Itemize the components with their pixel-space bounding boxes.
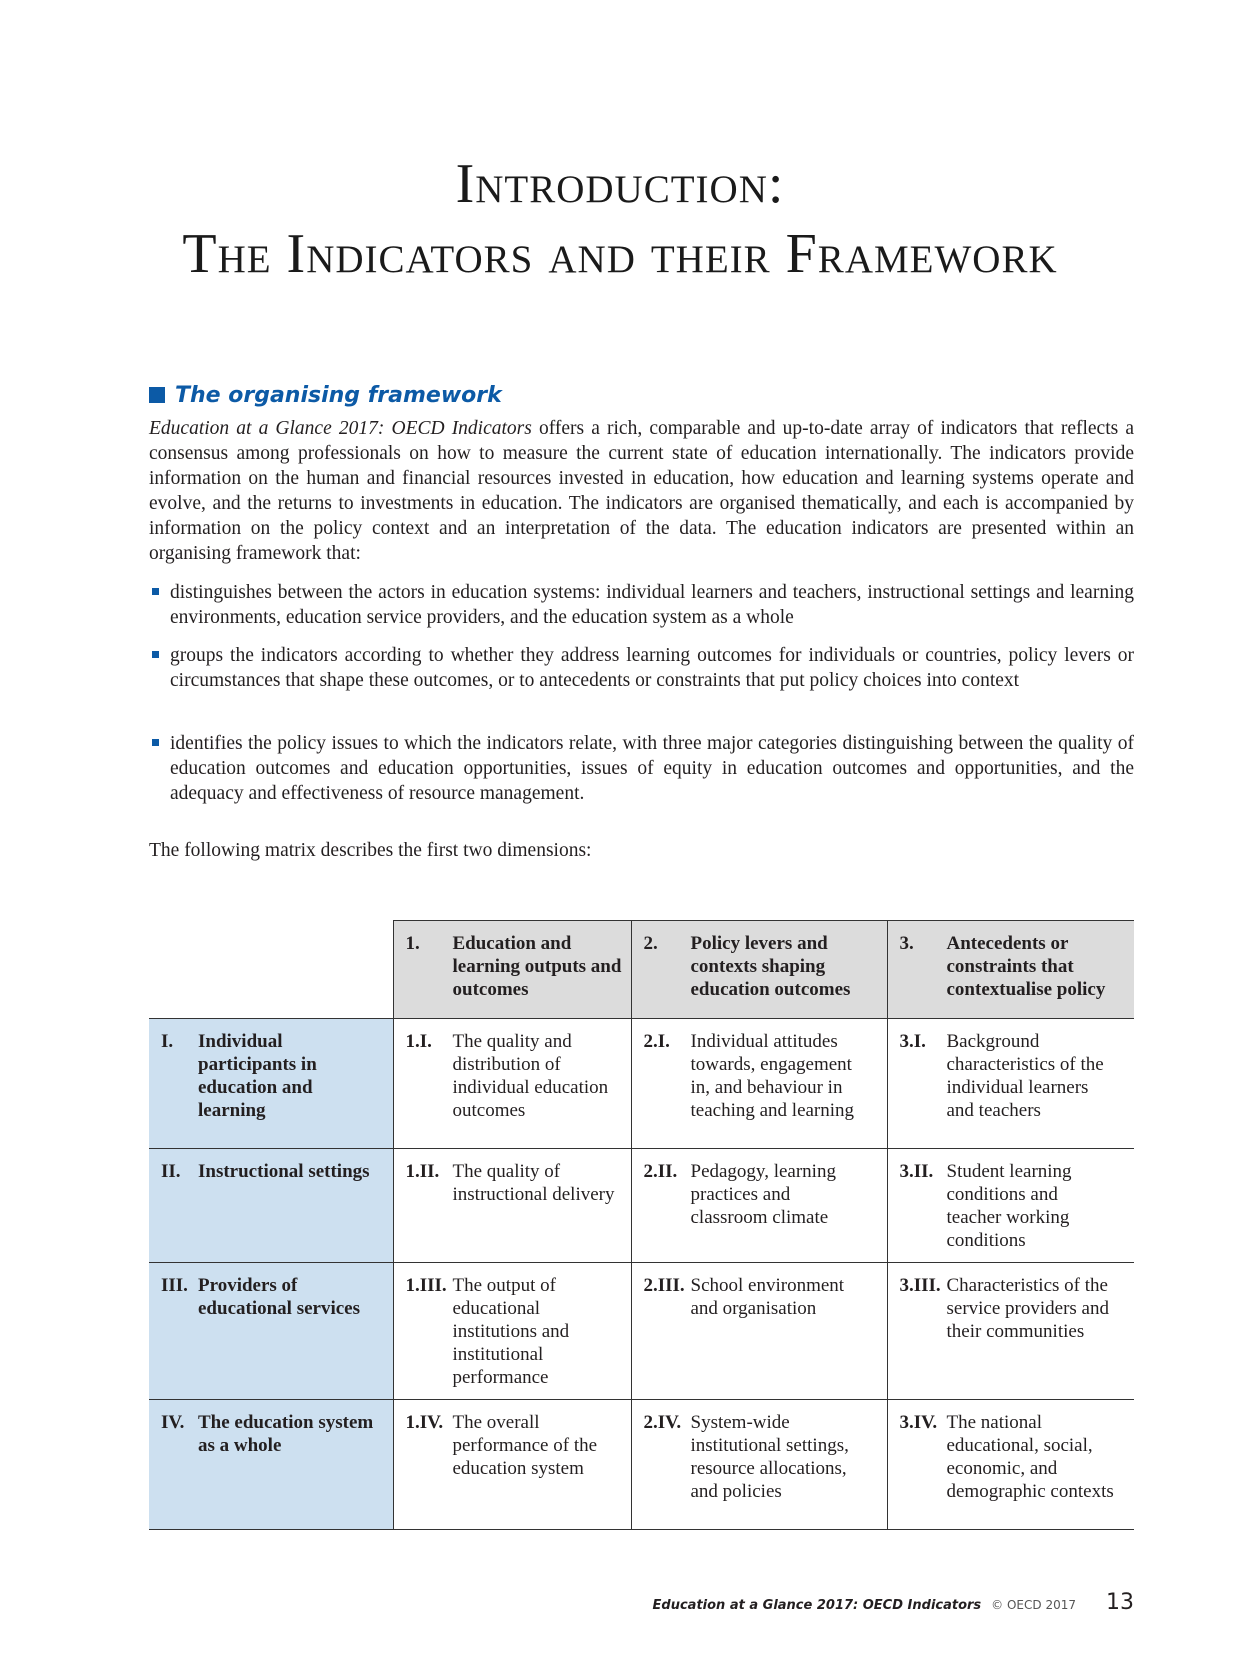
cell-text: The quality and distribution of individual education outcomes (452, 1031, 609, 1121)
page-title-line1: Introduction: (455, 153, 785, 215)
heading-square-icon (149, 387, 165, 403)
cell-code: 1.II. (405, 1161, 440, 1182)
bullet-square-icon (152, 588, 159, 595)
row-label: Instructional settings (198, 1161, 370, 1182)
matrix-cell (393, 1400, 631, 1530)
bullet-text: identifies the policy issues to which the indicators relate, with three major categories distinguishing between the quality of education outcomes and education opportunities, issues of equity in education outcomes and opportunities, and the adequacy and effectiveness of resource management. (170, 733, 1134, 804)
cell-code: 1.I. (405, 1031, 432, 1052)
intro-text: offers a rich, comparable and up-to-date array of indicators that reflects a consensus among professionals on how to measure the current state of education internationally. The indicators provide information on the human and financial resources invested in education, how education and learning systems operate and evolve, and the returns to investments in education. The indicators are organised thematically, and each is accompanied by information on the policy context and an interpretation of the data. The education indicators are presented within an organising framework that: (149, 418, 1134, 564)
section-heading (149, 380, 502, 410)
column-label: Education and learning outputs and outcomes (452, 933, 622, 1000)
cell-text: The output of educational institutions and institutional performance (452, 1275, 570, 1388)
cell-text: Student learning conditions and teacher working conditions (946, 1161, 1072, 1251)
page-title-line2: The Indicators and their Framework (182, 223, 1058, 285)
page-footer (653, 1590, 1134, 1615)
cell-code: 2.II. (643, 1161, 678, 1182)
section-heading-text: The organising framework (175, 382, 502, 408)
bullet-item (170, 643, 1134, 693)
bullet-text: distinguishes between the actors in education systems: individual learners and teachers, instructional settings and learning environments, education service providers, and the education system as a whole (170, 582, 1134, 628)
matrix-cell (887, 1149, 1134, 1263)
footer-publication: Education at a Glance 2017: OECD Indicators (652, 1598, 982, 1613)
matrix-row (149, 1019, 1134, 1149)
framework-matrix (149, 920, 1134, 1530)
matrix-corner (149, 921, 393, 1019)
column-header (393, 921, 631, 1019)
cell-code: 3.II. (899, 1161, 934, 1182)
matrix-cell (631, 1149, 887, 1263)
column-number: 2. (643, 933, 658, 954)
cell-code: 3.I. (899, 1031, 926, 1052)
matrix-cell (887, 1019, 1134, 1149)
cell-code: 2.III. (643, 1275, 685, 1296)
column-number: 1. (405, 933, 420, 954)
cell-text: Pedagogy, learning practices and classroom climate (690, 1161, 836, 1228)
matrix-row (149, 1149, 1134, 1263)
cell-text: The national educational, social, economic, and demographic contexts (946, 1412, 1114, 1502)
cell-text: Individual attitudes towards, engagement in, and behaviour in teaching and learning (690, 1031, 855, 1121)
cell-text: The quality of instructional delivery (452, 1161, 615, 1205)
row-label: The education system as a whole (198, 1412, 374, 1456)
row-number: I. (161, 1031, 174, 1052)
matrix-intro: The following matrix describes the first two dimensions: (149, 840, 592, 861)
matrix-header-row (149, 921, 1134, 1019)
row-number: II. (161, 1161, 181, 1182)
row-label: Individual participants in education and learning (198, 1031, 317, 1121)
cell-text: The overall performance of the education system (452, 1412, 598, 1479)
matrix-cell (887, 1400, 1134, 1530)
page-number: 13 (1106, 1590, 1134, 1615)
column-label: Antecedents or constraints that contextualise policy (946, 933, 1106, 1000)
row-number: IV. (161, 1412, 185, 1433)
row-number: III. (161, 1275, 188, 1296)
column-header (887, 921, 1134, 1019)
matrix-cell (631, 1263, 887, 1400)
column-header (631, 921, 887, 1019)
cell-code: 3.III. (899, 1275, 941, 1296)
bullet-item (170, 731, 1134, 806)
row-header (149, 1400, 393, 1530)
matrix-cell (631, 1019, 887, 1149)
bullet-text: groups the indicators according to whether they address learning outcomes for individuals or countries, policy levers or circumstances that shape these outcomes, or to antecedents or constraints that put policy choices into context (170, 645, 1134, 691)
cell-code: 1.III. (405, 1275, 447, 1296)
matrix-cell (393, 1149, 631, 1263)
row-header (149, 1149, 393, 1263)
cell-code: 3.IV. (899, 1412, 938, 1433)
bullet-square-icon (152, 651, 159, 658)
intro-paragraph (149, 416, 1134, 566)
footer-copyright: © OECD 2017 (991, 1598, 1076, 1612)
cell-code: 2.IV. (643, 1412, 682, 1433)
column-label: Policy levers and contexts shaping education outcomes (690, 933, 851, 1000)
cell-text: Background characteristics of the individual learners and teachers (946, 1031, 1104, 1121)
bullet-item (170, 580, 1134, 630)
cell-code: 1.IV. (405, 1412, 444, 1433)
publication-title: Education at a Glance 2017: OECD Indicators (149, 418, 532, 439)
column-number: 3. (899, 933, 914, 954)
matrix-row (149, 1400, 1134, 1530)
matrix-row (149, 1263, 1134, 1400)
row-header (149, 1019, 393, 1149)
bullet-square-icon (152, 739, 159, 746)
matrix-cell (631, 1400, 887, 1530)
matrix-cell (393, 1263, 631, 1400)
matrix-cell (887, 1263, 1134, 1400)
cell-text: System-wide institutional settings, resource allocations, and policies (690, 1412, 849, 1502)
matrix-cell (393, 1019, 631, 1149)
row-label: Providers of educational services (198, 1275, 361, 1319)
cell-text: Characteristics of the service providers and their communities (946, 1275, 1109, 1342)
cell-text: School environment and organisation (690, 1275, 845, 1319)
row-header (149, 1263, 393, 1400)
cell-code: 2.I. (643, 1031, 670, 1052)
